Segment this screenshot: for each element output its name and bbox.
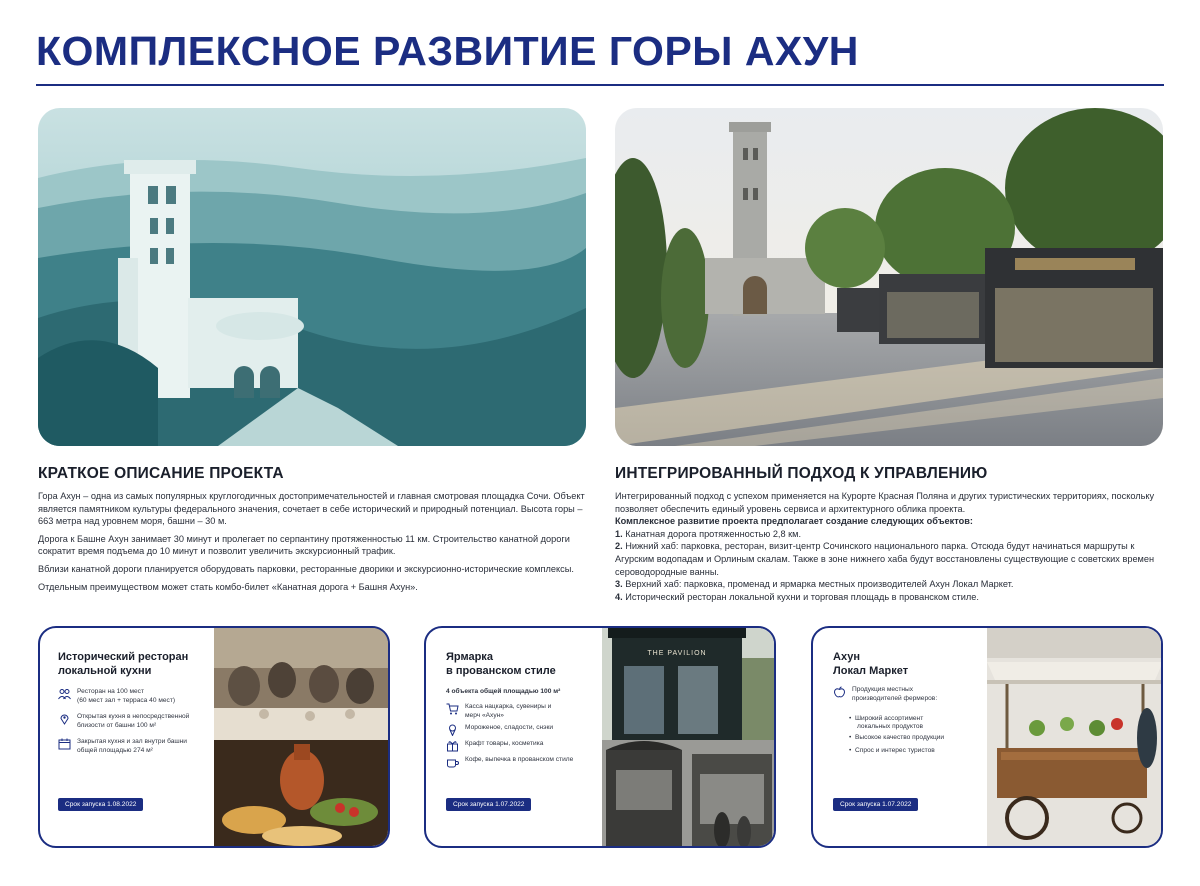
ice-cream-icon	[446, 724, 459, 736]
market-bullet: • Высокое качество продукции	[849, 734, 945, 741]
gift-icon	[446, 740, 459, 752]
local-market-card	[811, 626, 1163, 848]
page-title: КОМПЛЕКСНОЕ РАЗВИТИЕ ГОРЫ АХУН	[36, 28, 859, 74]
approach-list-title: Комплексное развитие проекта предполагает создание следующих объектов:	[615, 516, 973, 527]
tower-render-photo	[615, 108, 1163, 446]
card-item: Крафт товары, косметика	[446, 740, 606, 752]
card-item: Продукция местных производителей фермеров:	[833, 686, 993, 703]
restaurant-card	[38, 626, 390, 848]
pavilion-sign-text: THE PAVILION	[647, 650, 707, 657]
provencal-fair-card	[424, 626, 776, 848]
launch-date-badge: Срок запуска 1.07.2022	[446, 798, 531, 811]
description-paragraph: Гора Ахун – одна из самых популярных круглогодичных достопримечательностей и главная смотровая площадка Сочи. Объект является памятником культуры федерального значения, сочетает в себе исторический и природный потенциал. Высота горы – 663 метра над уровнем моря, башни – 30 м.	[38, 491, 585, 527]
apple-icon	[833, 686, 846, 698]
market-bullets	[849, 712, 989, 757]
description-paragraph: Дорога к Башне Ахун занимает 30 минут и пролегает по серпантину протяженностью 11 км. Строительство канатной дороги сократит время подъема до 10 минут и позволит увеличить экскурсионный трафик.	[38, 533, 570, 557]
description-paragraph: Вблизи канатной дороги планируется оборудовать парковки, ресторанные дворики и экскурсионно-исторические комплексы.	[38, 563, 574, 574]
pavilion-photo	[602, 628, 776, 740]
market-cart-photo	[987, 628, 1163, 848]
launch-date-badge: Срок запуска 1.07.2022	[833, 798, 918, 811]
launch-date-badge: Срок запуска 1.08.2022	[58, 798, 143, 811]
location-pin-icon	[58, 713, 71, 725]
card-title: Исторический ресторан локальной кухни	[58, 651, 189, 677]
approach-intro: Интегрированный подход с успехом применяется на Курорте Красная Поляна и других туристических территориях, поскольку позволяет обеспечить единый уровень сервиса и архитектурного облика проекта.	[615, 491, 1155, 514]
card-item: Касса нацкарка, сувениры и мерч «Ахун»	[446, 703, 606, 720]
card-item: Открытая кухня в непосредственной близости от башни 100 м²	[58, 713, 218, 730]
coffee-cup-icon	[446, 756, 459, 768]
integrated-approach-heading: ИНТЕГРИРОВАННЫЙ ПОДХОД К УПРАВЛЕНИЮ	[615, 465, 988, 482]
restaurant-food-photo	[214, 740, 390, 848]
card-title: Ярмарка в прованском стиле	[446, 651, 556, 677]
card-item: Кофе, выпечка в прованском стиле	[446, 756, 606, 768]
people-icon	[58, 688, 71, 700]
fair-summary: 4 объекта общей площадью 100 м²	[446, 688, 561, 695]
market-bullet: • Широкий ассортимент	[849, 715, 924, 722]
card-item: Ресторан на 100 мест (60 мест зал + терраса 40 мест)	[58, 688, 218, 705]
approach-item: 1. Канатная дорога протяженностью 2,8 км.	[615, 528, 802, 539]
market-bullet: • Спрос и интерес туристов	[849, 747, 935, 754]
integrated-approach-text	[615, 490, 1163, 603]
cart-icon	[446, 703, 459, 715]
approach-item: 2. Нижний хаб: парковка, ресторан, визит-центр Сочинского национального парка. Отсюда будут начинаться маршруты к Агурским водопадам и Орлиным скалам. Также в зоне нижнего хаба будут восстановлены существующие с советских времен сероводородные ванны.	[615, 541, 1155, 577]
approach-item: 4. Исторический ресторан локальной кухни и торговая площадь в прованском стиле.	[615, 591, 979, 602]
card-item: Закрытая кухня и зал внутри башни общей площадью 274 м²	[58, 738, 218, 755]
card-item: Мороженое, сладости, снэки	[446, 724, 606, 736]
project-description-heading: КРАТКОЕ ОПИСАНИЕ ПРОЕКТА	[38, 465, 284, 482]
project-description-text	[38, 490, 586, 598]
calendar-icon	[58, 738, 71, 750]
description-paragraph: Отдельным преимуществом может стать комбо-билет «Канатная дорога + Башня Ахун».	[38, 581, 418, 592]
restaurant-historic-photo	[214, 628, 390, 740]
approach-item: 3. Верхний хаб: парковка, променад и ярмарка местных производителей Ахун Локал Маркет.	[615, 579, 1014, 590]
card-title: Ахун Локал Маркет	[833, 651, 909, 677]
vintage-kiosk-photo	[602, 740, 776, 848]
historic-tower-photo	[38, 108, 586, 446]
title-divider	[36, 84, 1164, 86]
market-bullet-continued: локальных продуктов	[857, 723, 924, 730]
